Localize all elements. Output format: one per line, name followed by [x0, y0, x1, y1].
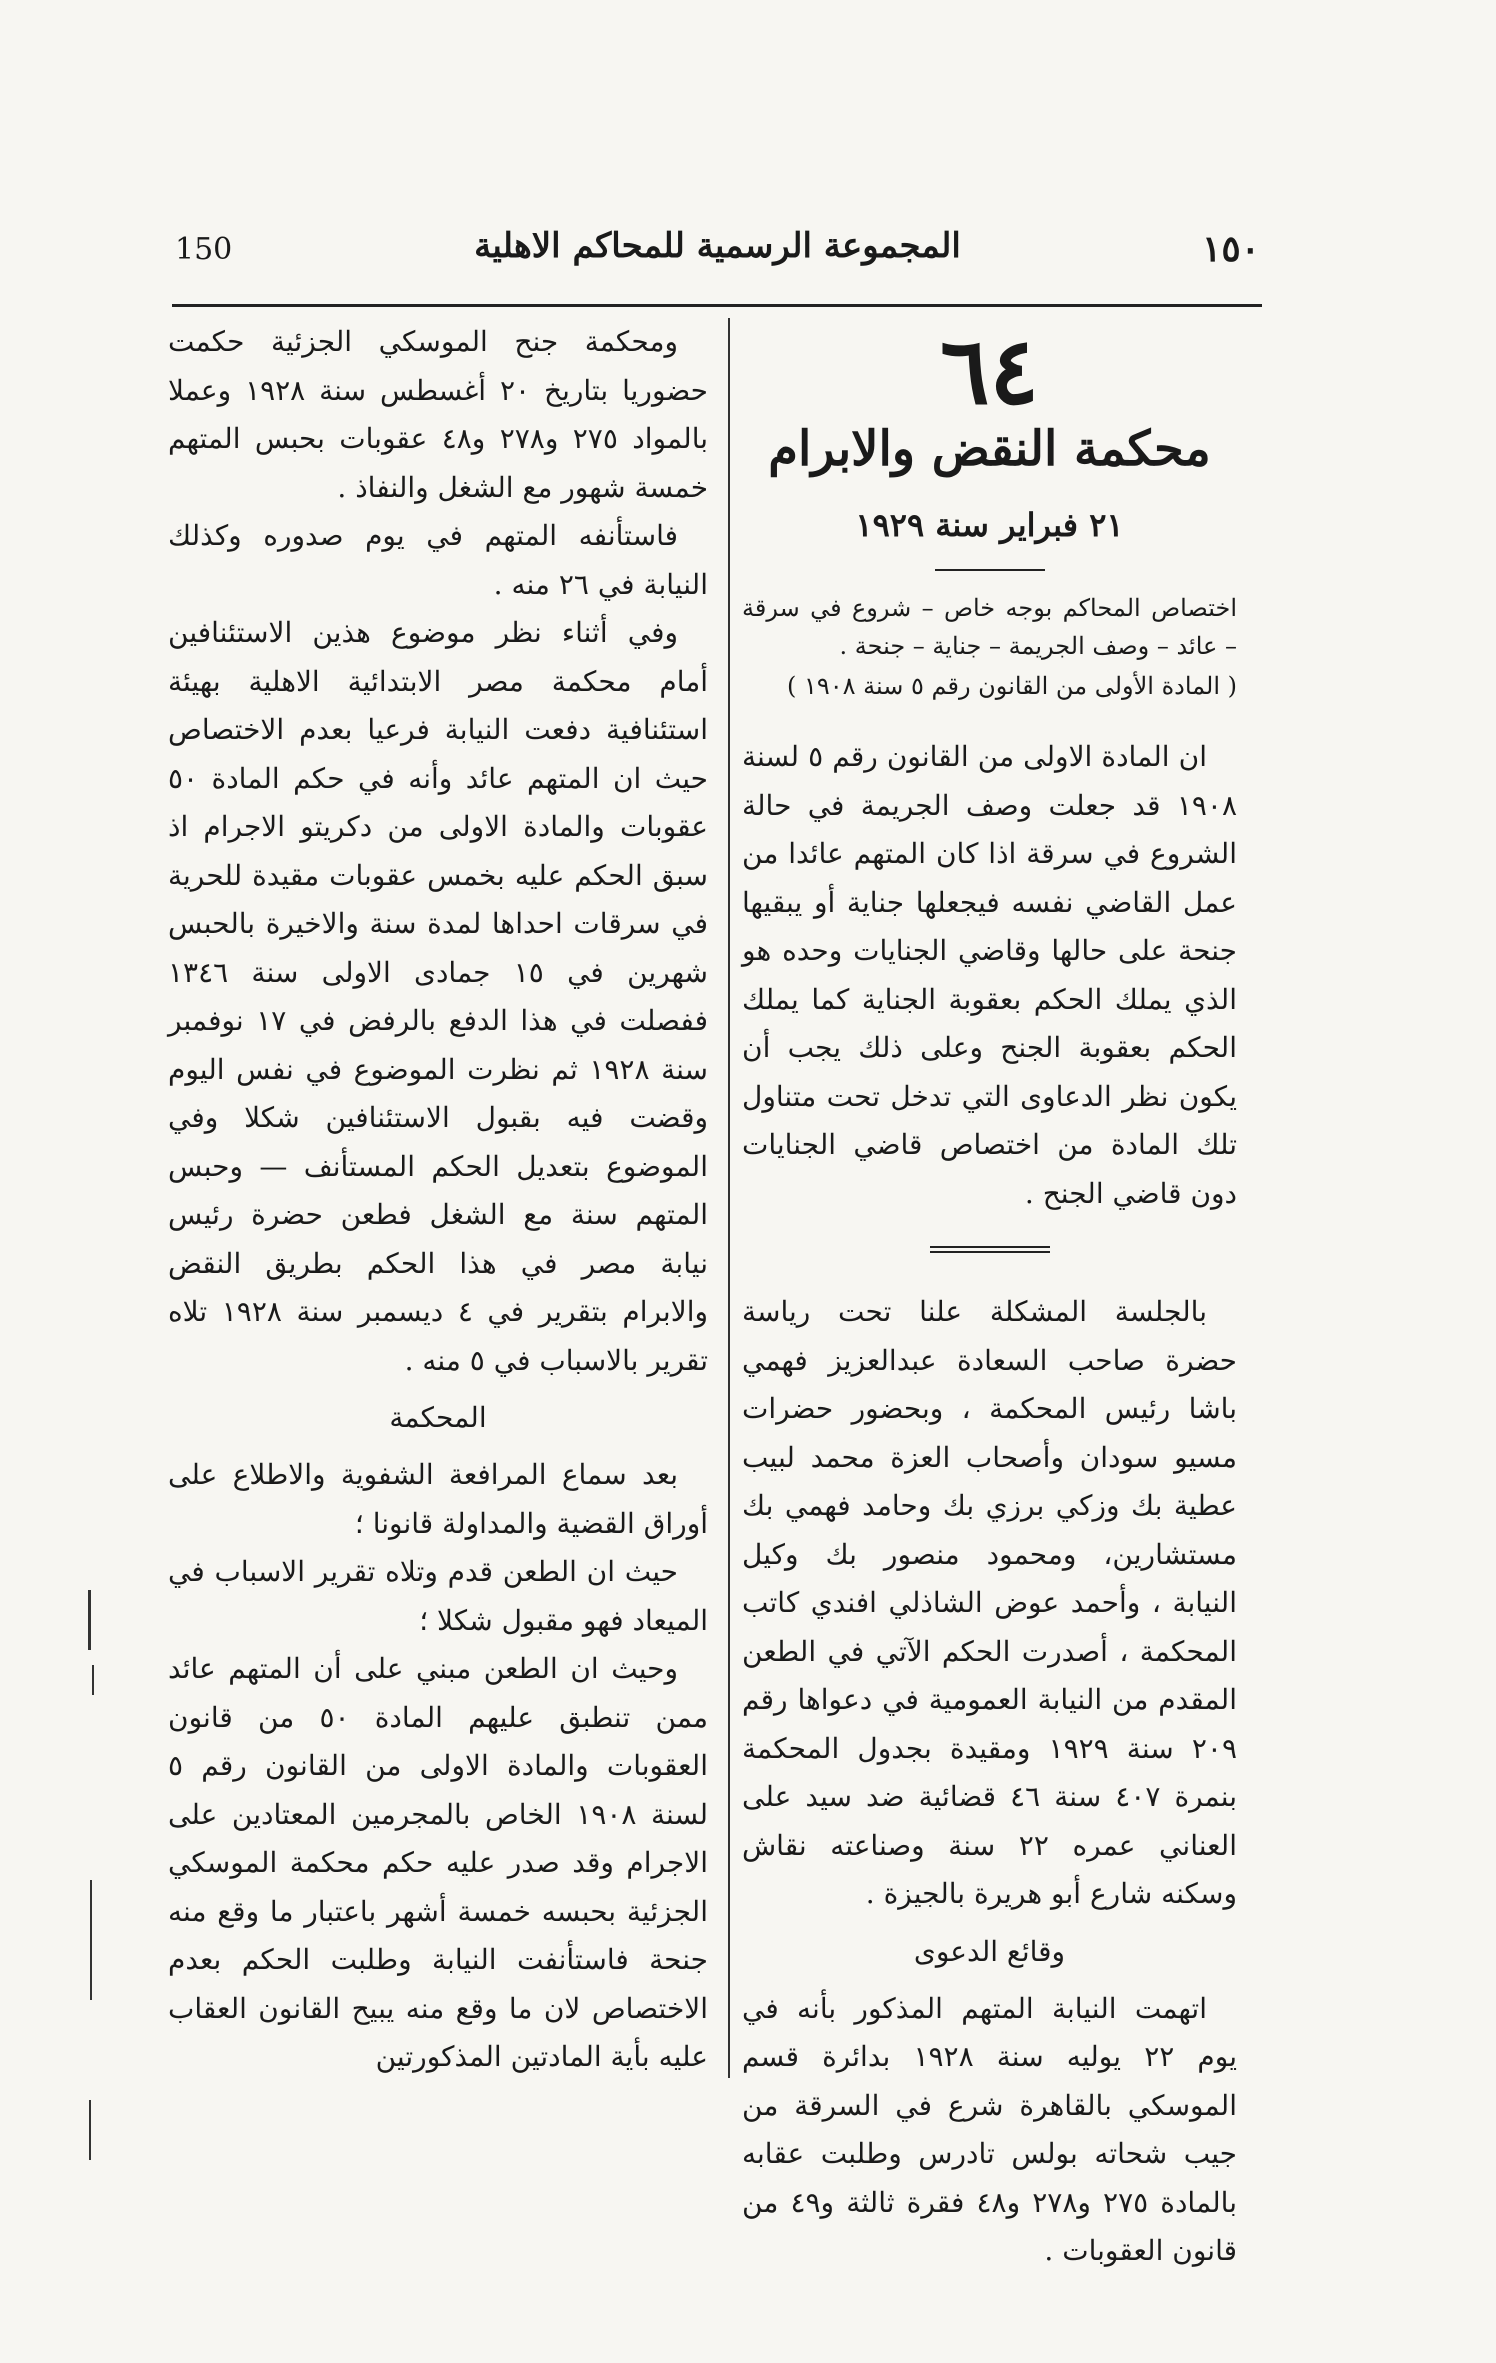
paragraph-appeal: فاستأنفه المتهم في يوم صدوره وكذلك النيابة في ٢٦ منه .	[168, 519, 708, 601]
paragraph-hearing: بعد سماع المرافعة الشفوية والاطلاع على أوراق القضية والمداولة قانونا ؛	[168, 1458, 708, 1540]
left-column	[168, 318, 708, 2082]
paragraph-grounds: وحيث ان الطعن مبني على أن المتهم عائد ممن تنطبق عليهم المادة ٥٠ من قانون العقوبات والمادة الاولى من القانون رقم ٥ لسنة ١٩٠٨ الخاص بالمجرمين المعتادين على الاجرام وقد صدر عليه حكم محكمة الموسكي الجزئية بحبسه خمسة أشهر باعتبار ما وقع منه جنحة فاستأنفت النيابة وطلبت الحكم بعدم الاختصاص لان ما وقع منه يبيح القانون العقاب عليه بأية المادتين المذكورتين	[168, 1652, 709, 2073]
date-rule	[935, 569, 1045, 571]
page-number-latin: 150	[175, 232, 233, 267]
session-paragraph: بالجلسة المشكلة علنا تحت رياسة حضرة صاحب السعادة عبدالعزيز فهمي باشا رئيس المحكمة ، وبحضور حضرات مسيو سودان وأصحاب العزة محمد لبيب عطية بك وزكي برزي بك وحامد فهمي بك مستشارين، ومحمود منصور بك وكيل النيابة ، وأحمد عوض الشاذلي افندي كاتب المحكمة ، أصدرت الحكم الآتي في الطعن المقدم من النيابة العمومية في دعواها رقم ٢٠٩ سنة ١٩٢٩ ومقيدة بجدول المحكمة بنمرة ٤٠٧ سنة ٤٦ قضائية ضد سيد على العناني عمره ٢٢ سنة وصناعته نقاش وسكنه شارع أبو هريرة بالجيزة .	[742, 1295, 1238, 1910]
headnote	[742, 589, 1237, 705]
case-number: ٦٤	[940, 317, 1039, 425]
facts-paragraph: اتهمت النيابة المتهم المذكور بأنه في يوم ٢٢ يوليه سنة ١٩٢٨ بدائرة قسم الموسكي بالقاهرة شرع في السرقة من جيب شحاته بولس تادرس وطلبت عقابه بالمادة ٢٧٥ و٢٧٨ و٤٨ فقرة ثالثة و٤٩ من قانون العقوبات .	[742, 1991, 1238, 2267]
margin-mark	[89, 2100, 91, 2160]
paragraph-appeal-proceedings: وفي أثناء نظر موضوع هذين الاستئنافين أمام محكمة مصر الابتدائية الاهلية بهيئة استئنافية دفعت النيابة فرعيا بعدم الاختصاص حيث ان المتهم عائد وأنه في حكم المادة ٥٠ عقوبات والمادة الاولى من دكريتو الاجرام اذ سبق الحكم عليه بخمس عقوبات مقيدة للحرية في سرقات احداها لمدة سنة والاخيرة بالحبس شهرين في ١٥ جمادى الاولى سنة ١٣٤٦ ففصلت في هذا الدفع بالرفض في ١٧ نوفمبر سنة ١٩٢٨ ثم نظرت الموضوع في نفس اليوم وقضت فيه بقبول الاستئنافين شكلا وفي الموضوع بتعديل الحكم المستأنف — وحبس المتهم سنة مع الشغل فطعن حضرة رئيس نيابة مصر في هذا الحكم بطريق النقض والابرام بتقرير في ٤ ديسمبر سنة ١٩٢٨ تلاه تقرير بالاسباب في ٥ منه .	[168, 616, 709, 1377]
headnote-keywords: اختصاص المحاكم بوجه خاص – شروع في سرقة – عائد – وصف الجريمة – جناية – جنحة .	[742, 594, 1237, 660]
header-rule	[172, 304, 1262, 307]
case-date: ٢١ فبراير سنة ١٩٢٩	[855, 506, 1124, 544]
right-column	[742, 318, 1237, 2276]
publication-title: المجموعة الرسمية للمحاكم الاهلية	[474, 226, 961, 266]
running-header	[175, 226, 1260, 292]
court-name: محكمة النقض والابرام	[768, 421, 1211, 477]
court-heading: المحكمة	[389, 1401, 487, 1434]
margin-mark	[90, 1880, 92, 2000]
section-ornament	[930, 1246, 1050, 1254]
margin-mark	[88, 1590, 91, 1650]
legal-principle: ان المادة الاولى من القانون رقم ٥ لسنة ١٩٠٨ قد جعلت وصف الجريمة في حالة الشروع في سرقة اذا كان المتهم عائدا من عمل القاضي نفسه فيجعلها جناية أو يبقيها جنحة على حالها وقاضي الجنايات وحده هو الذي يملك الحكم بعقوبة الجناية كما يملك الحكم بعقوبة الجنح وعلى ذلك يجب أن يكون نظر الدعاوى التي تدخل تحت متناول تلك المادة من اختصاص قاضي الجنايات دون قاضي الجنح .	[742, 740, 1237, 1210]
paragraph-trial-judgment: ومحكمة جنح الموسكي الجزئية حكمت حضوريا بتاريخ ٢٠ أغسطس سنة ١٩٢٨ وعملا بالمواد ٢٧٥ و٢٧٨ و٤٨ عقوبات بحبس المتهم خمسة شهور مع الشغل والنفاذ .	[168, 325, 709, 504]
facts-heading: وقائع الدعوى	[913, 1934, 1066, 1968]
margin-mark	[92, 1665, 94, 1695]
law-reference: ( المادة الأولى من القانون رقم ٥ سنة ١٩٠٨ )	[786, 672, 1237, 700]
column-divider	[728, 318, 730, 2078]
page-number-arabic: ١٥٠	[1201, 228, 1260, 270]
paragraph-admissibility: حيث ان الطعن قدم وتلاه تقرير الاسباب في الميعاد فهو مقبول شكلا ؛	[168, 1555, 708, 1637]
